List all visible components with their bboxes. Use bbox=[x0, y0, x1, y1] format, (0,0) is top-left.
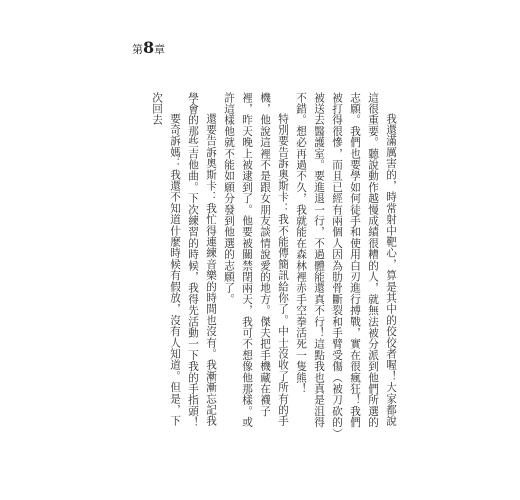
paragraph-4: 要奇訴媽：我還不知道什麼時候有假放，沒有人知道。但是，下次回去 bbox=[151, 92, 181, 427]
paragraph-2: 特別要告訴奧斯卡：我不能傳簡訊給你了。中士沒收了所有的手機，他說這裡不是跟女朋友談情說愛的地方。傑夫把手機藏在襪子裡，昨天晚上被逮到了。他要被關禁閉兩天，我可不想像他那樣。或許這樣他就不能如願分發到他選的志願了。 bbox=[223, 92, 289, 428]
chapter-heading bbox=[132, 38, 165, 57]
chapter-prefix: 第 bbox=[132, 43, 143, 56]
chapter-suffix: 章 bbox=[154, 43, 166, 56]
paragraph-3: 還要告訴奧斯卡：我忙得連練音樂的時間也沒有。我漸漸忘記我學會的那些吉他曲。下次練習的時候，我得先活動一下我的手指頭！ bbox=[187, 92, 217, 428]
body-text bbox=[148, 92, 400, 437]
chapter-number: 8 bbox=[143, 38, 155, 57]
paragraph-1: 我還滿厲害的，時常射中靶心，算是其中的佼佼者喔！大家都說這很重要。聽說動作越慢成績很糟的人，就無法被分派到他們所選的志願。我們也要學如何徒手和使用白刃進行搏戰，實在很瘋狂！我們被打得很慘，而且已經有兩個人因為肋骨斷裂和手臂受傷（被刀砍的）被送去醫護室。要進退一行，不過體能還真不行！這點我也真是沮得不錯。想必再過不久，我就能在森林裡赤手空拳活死一隻熊！ bbox=[295, 92, 397, 434]
